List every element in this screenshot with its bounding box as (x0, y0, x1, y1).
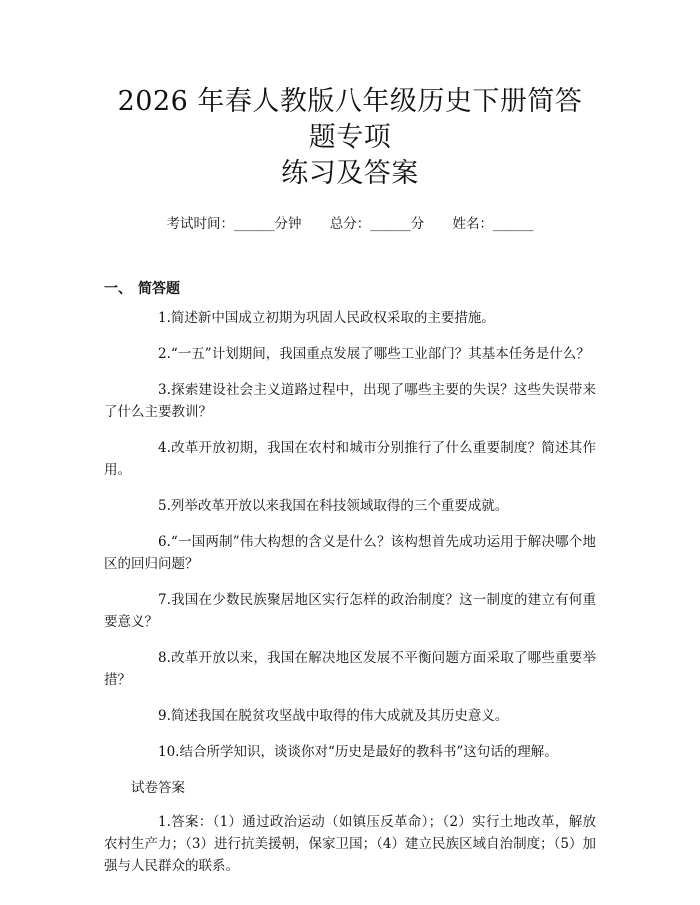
section-heading (104, 279, 596, 299)
answer-number: 1. (158, 814, 171, 830)
title-line-2: 练习及答案 (281, 158, 419, 189)
answer-item (104, 811, 596, 877)
question-text: “一国两制”伟大构想的含义是什么？该构想首先成功运用于解决哪个地区的回归问题？ (104, 534, 596, 572)
question-text: 改革开放以来，我国在解决地区发展不平衡问题方面采取了哪些重要举措？ (104, 650, 596, 688)
question-number: 5. (158, 498, 171, 514)
question-text: 简述我国在脱贫攻坚战中取得的伟大成就及其历史意义。 (170, 708, 509, 724)
question-item (104, 741, 596, 763)
question-number: 2. (158, 346, 171, 362)
question-number: 4. (158, 440, 171, 456)
answer-text: 答案：（1）通过政治运动（如镇压反革命）；（2）实行土地改革，解放农村生产力；（3）进行抗美援朝，保家卫国；（4）建立民族区域自治制度；（5）加强与人民群众的联系。 (104, 814, 596, 874)
question-number: 8. (158, 650, 171, 666)
question-item (104, 531, 596, 575)
question-text: 我国在少数民族聚居地区实行怎样的政治制度？这一制度的建立有何重要意义？ (104, 592, 596, 630)
student-name-field: 姓名：______ (452, 216, 534, 232)
question-text: 结合所学知识，谈谈你对“历史是最好的教科书”这句话的理解。 (179, 744, 558, 760)
question-item (104, 343, 596, 365)
question-item (104, 307, 596, 329)
question-item (104, 705, 596, 727)
question-text: “一五”计划期间，我国重点发展了哪些工业部门？其基本任务是什么？ (170, 346, 590, 362)
question-text: 探索建设社会主义道路过程中，出现了哪些主要的失误？这些失误带来了什么主要教训？ (104, 382, 596, 420)
question-number: 6. (158, 534, 171, 550)
question-number: 3. (158, 382, 171, 398)
question-list (104, 307, 596, 763)
question-item (104, 495, 596, 517)
question-text: 列举改革开放以来我国在科技领域取得的三个重要成就。 (170, 498, 509, 514)
exam-time-field: 考试时间：______分钟 (166, 216, 302, 232)
question-number: 10. (158, 744, 180, 760)
question-number: 9. (158, 708, 171, 724)
title-line-1: 2026 年春人教版八年级历史下册简答题专项 (117, 86, 583, 153)
question-item (104, 647, 596, 691)
document-title (104, 0, 596, 192)
section-number: 一、 (104, 281, 132, 297)
total-score-field: 总分：______分 (329, 216, 425, 232)
question-item (104, 437, 596, 481)
answers-heading: 试卷答案 (131, 780, 185, 796)
question-item (104, 589, 596, 633)
exam-info (104, 214, 596, 234)
question-text: 改革开放初期，我国在农村和城市分别推行了什么重要制度？简述其作用。 (104, 440, 596, 478)
question-number: 1. (158, 310, 171, 326)
question-text: 简述新中国成立初期为巩固人民政权采取的主要措施。 (170, 310, 495, 326)
section-title: 简答题 (138, 281, 180, 297)
question-number: 7. (158, 592, 171, 608)
question-item (104, 379, 596, 423)
